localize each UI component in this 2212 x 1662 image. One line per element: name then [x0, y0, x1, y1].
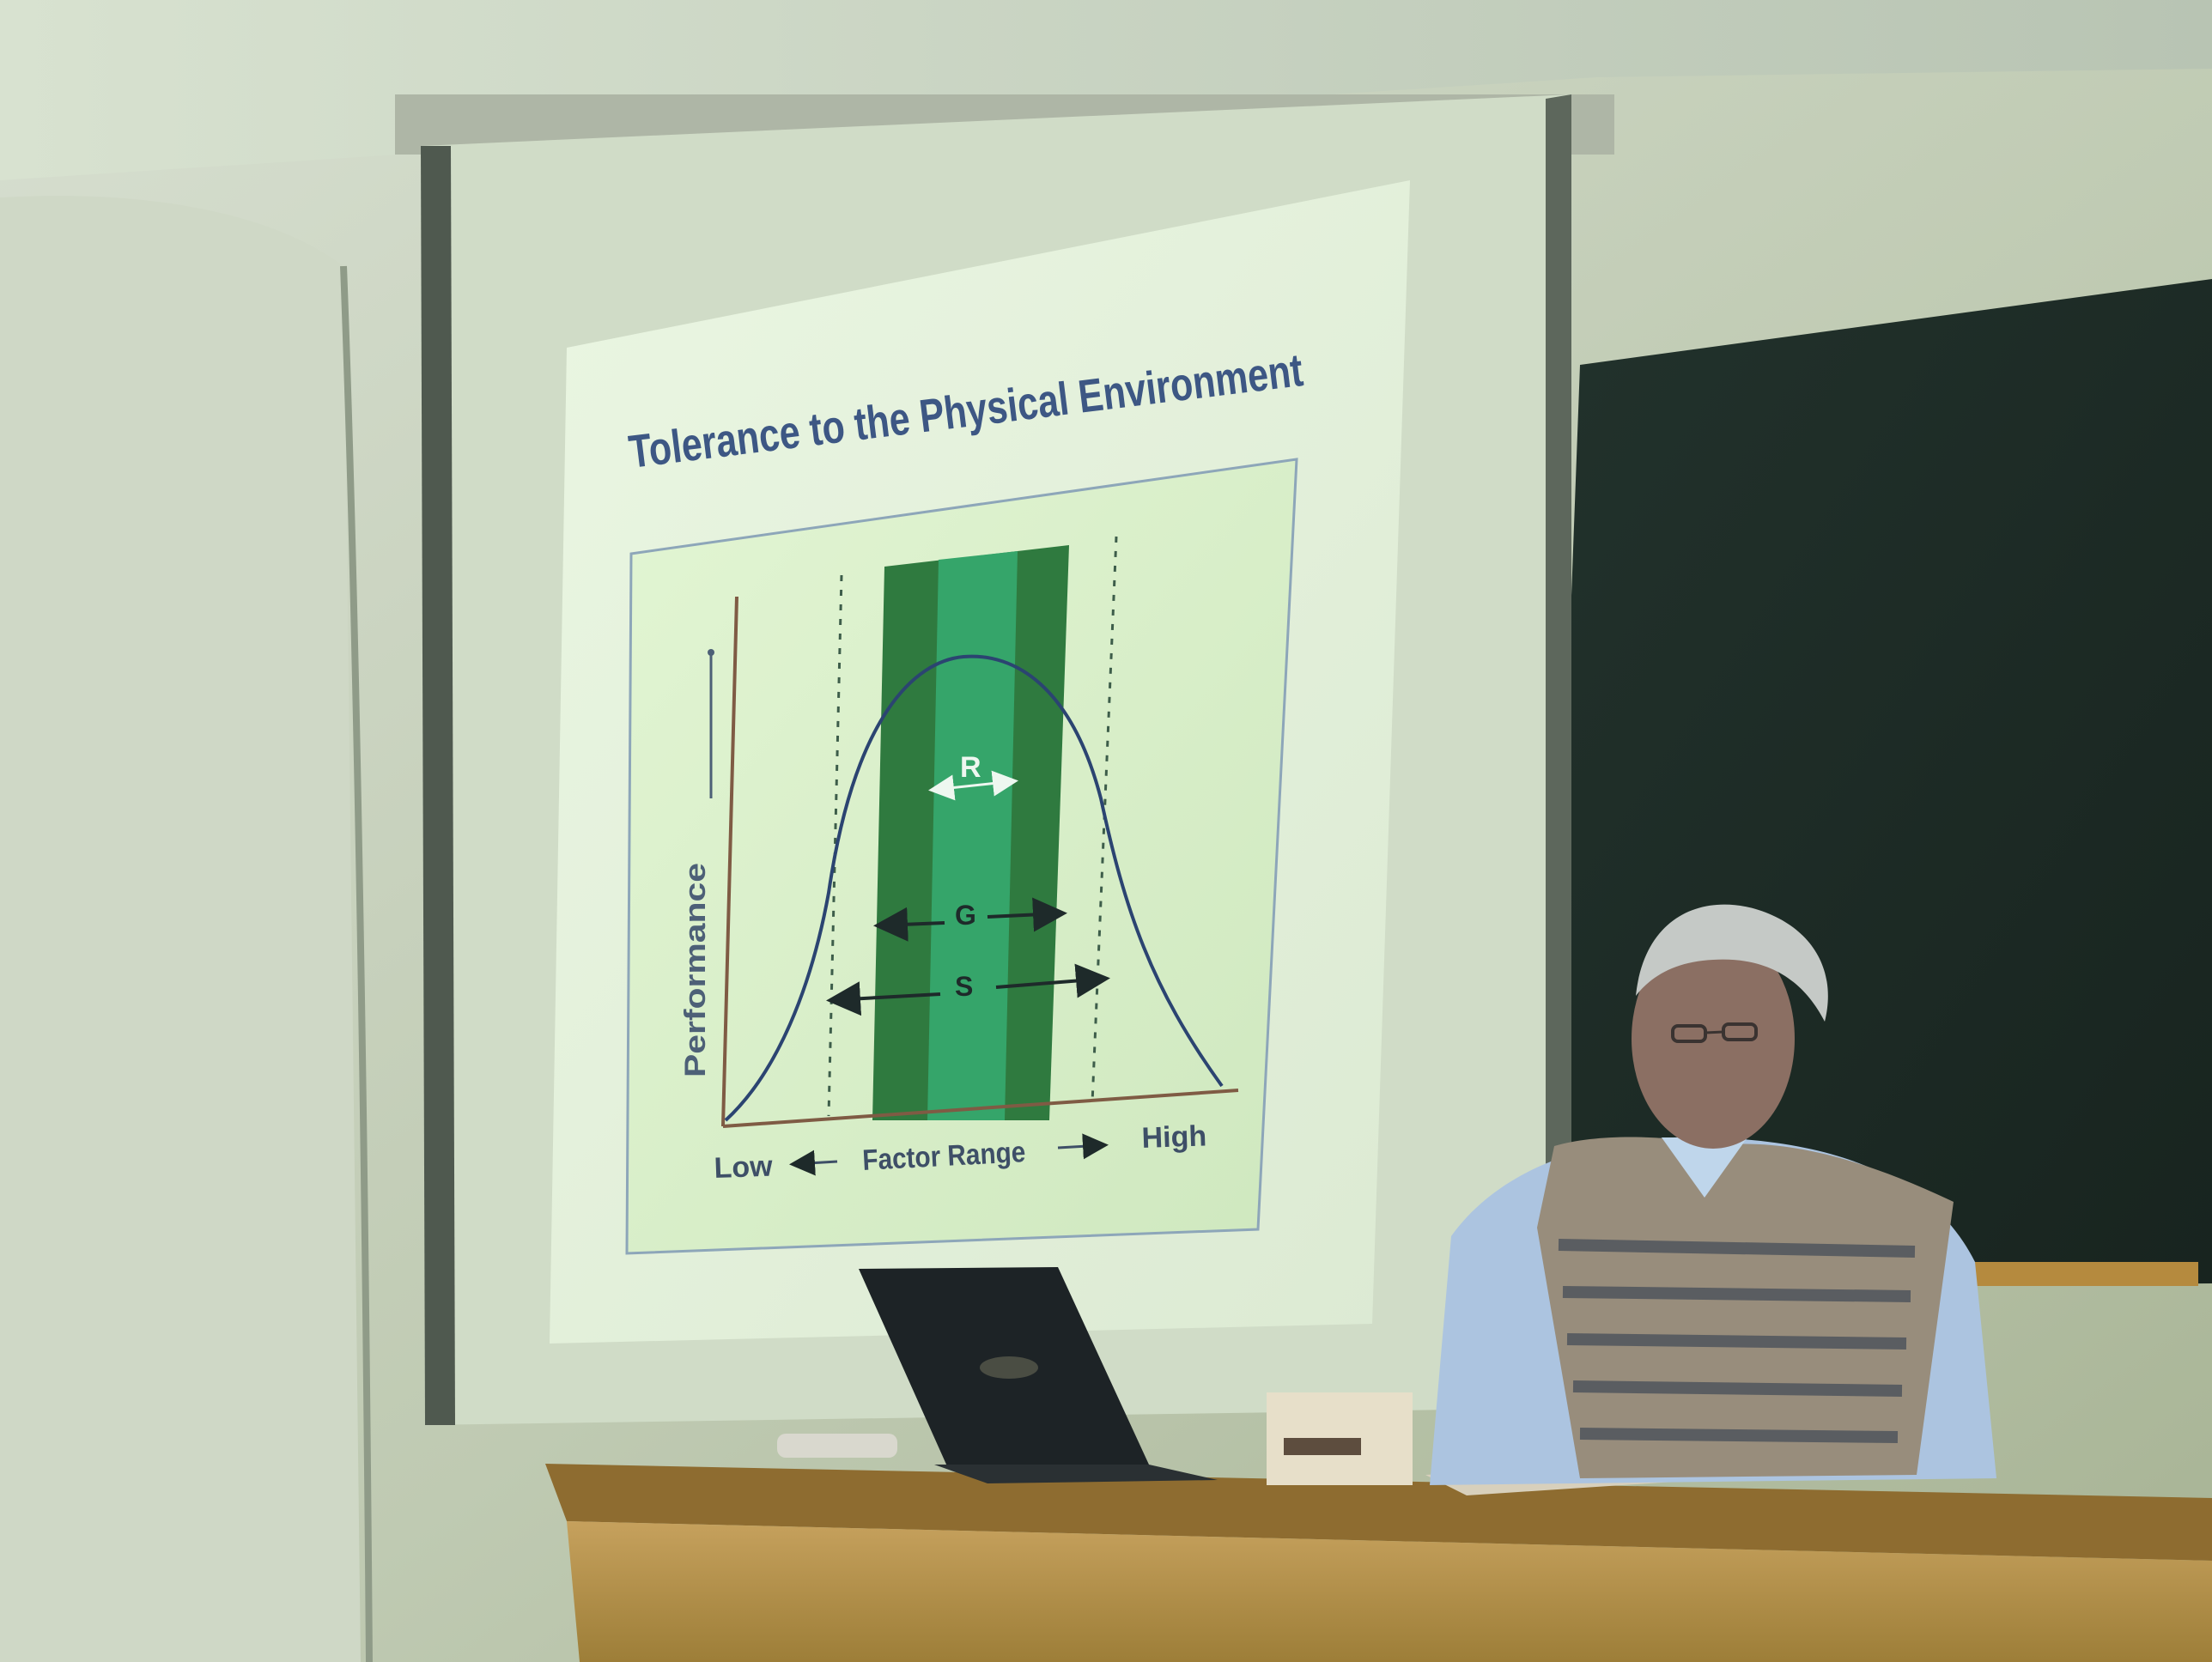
x-axis-label: Factor Range — [861, 1134, 1050, 1177]
left-wall — [0, 196, 361, 1662]
zone-label-s: S — [955, 971, 974, 1002]
zone-label-r: R — [960, 751, 981, 784]
x-axis-high-label: High — [1140, 1119, 1207, 1155]
screen-dark-border-left — [421, 146, 455, 1425]
sweater-vest — [1537, 1137, 1954, 1478]
y-axis-label: Performance — [679, 899, 712, 1077]
zone-label-g: G — [955, 900, 976, 931]
chart-zone-inner-band — [927, 551, 1018, 1120]
y-axis-arrow-dot — [708, 649, 714, 656]
glasses-bridge — [1705, 1032, 1723, 1033]
desk-remote — [777, 1434, 897, 1458]
desk-box-label — [1284, 1438, 1361, 1455]
laptop-logo — [980, 1356, 1038, 1379]
x-axis-low-label: Low — [713, 1149, 774, 1185]
slide-title: Tolerance to the Physical Environment — [626, 323, 1479, 478]
chalkboard — [1546, 279, 2212, 1288]
